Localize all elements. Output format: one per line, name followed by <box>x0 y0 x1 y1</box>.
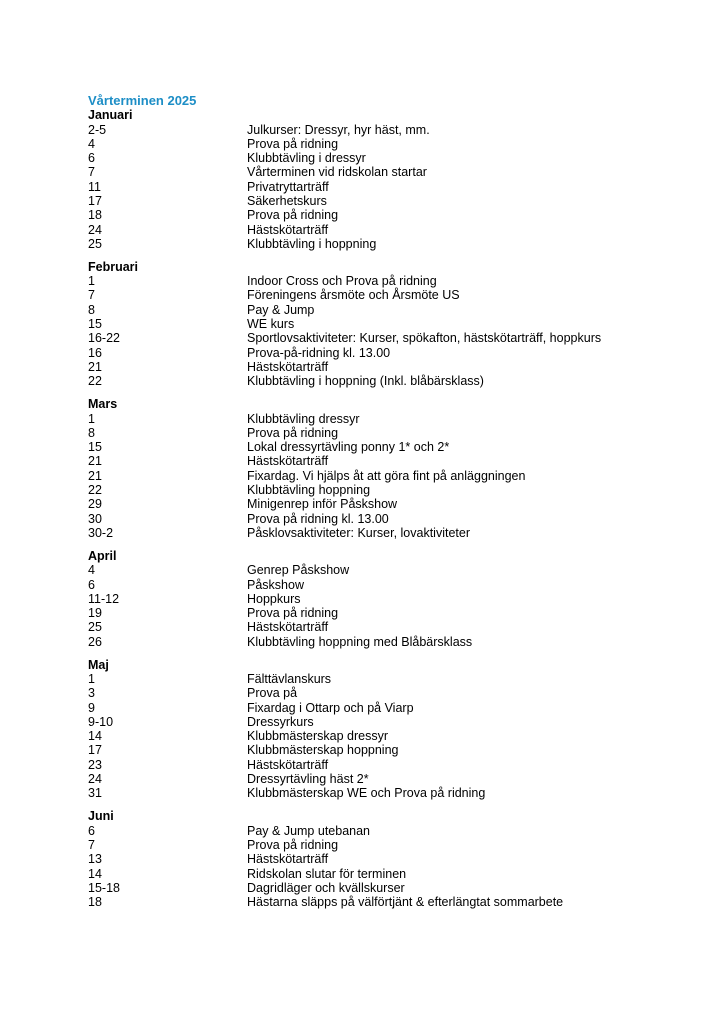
month-heading: Februari <box>88 259 139 274</box>
event-row <box>88 786 688 800</box>
event-row <box>88 758 688 772</box>
event-row <box>88 895 688 909</box>
event-row <box>88 715 688 729</box>
event-row <box>88 824 688 838</box>
event-row <box>88 469 688 483</box>
event-description: Indoor Cross och Prova på ridning <box>247 274 437 289</box>
event-date: 1 <box>88 411 95 426</box>
event-date: 18 <box>88 208 102 223</box>
event-row <box>88 867 688 881</box>
event-date: 15 <box>88 440 102 455</box>
event-date: 6 <box>88 151 95 166</box>
event-row <box>88 123 688 137</box>
event-row <box>88 412 688 426</box>
event-row <box>88 606 688 620</box>
event-description: Klubbmästerskap dressyr <box>247 729 389 744</box>
month-heading: April <box>88 548 117 563</box>
event-row <box>88 274 688 288</box>
month-section-februari <box>88 260 688 389</box>
event-description: Prova på ridning <box>247 208 339 223</box>
month-heading: Januari <box>88 108 133 122</box>
event-row <box>88 237 688 251</box>
event-row <box>88 317 688 331</box>
event-date: 6 <box>88 823 95 838</box>
event-description: Hästskötarträff <box>247 757 329 772</box>
event-date: 22 <box>88 483 102 498</box>
event-row <box>88 635 688 649</box>
event-date: 25 <box>88 620 102 635</box>
event-row <box>88 881 688 895</box>
document-title: Vårterminen 2025 <box>88 93 197 108</box>
event-row <box>88 852 688 866</box>
event-date: 21 <box>88 468 102 483</box>
event-row <box>88 686 688 700</box>
event-date: 1 <box>88 274 95 289</box>
event-row <box>88 208 688 222</box>
event-date: 11-12 <box>88 591 120 606</box>
event-date: 8 <box>88 425 95 440</box>
month-section-maj <box>88 658 688 801</box>
event-row <box>88 151 688 165</box>
event-description: Påsklovsaktiviteter: Kurser, lovaktiviteter <box>247 525 470 540</box>
event-row <box>88 194 688 208</box>
event-description: Föreningens årsmöte och Årsmöte US <box>247 288 460 303</box>
event-row <box>88 360 688 374</box>
event-date: 1 <box>88 672 95 686</box>
event-row <box>88 483 688 497</box>
event-description: Klubbtävling hoppning med Blåbärsklass <box>247 634 473 649</box>
event-row <box>88 578 688 592</box>
event-date: 3 <box>88 686 95 701</box>
event-date: 24 <box>88 772 102 787</box>
event-description: Klubbtävling dressyr <box>247 411 360 426</box>
event-date: 6 <box>88 577 95 592</box>
event-description: Dressyrkurs <box>247 714 314 729</box>
event-description: Påskshow <box>247 577 304 592</box>
event-date: 21 <box>88 359 102 374</box>
event-description: Genrep Påskshow <box>247 563 350 578</box>
event-row <box>88 303 688 317</box>
event-row <box>88 374 688 388</box>
event-date: 7 <box>88 288 95 303</box>
event-row <box>88 454 688 468</box>
event-description: Hästskötarträff <box>247 852 329 867</box>
event-row <box>88 838 688 852</box>
event-date: 14 <box>88 729 102 744</box>
event-date: 2-5 <box>88 122 107 137</box>
event-date: 19 <box>88 606 102 621</box>
event-description: Dagridläger och kvällskurser <box>247 880 405 895</box>
event-date: 13 <box>88 852 102 867</box>
event-row <box>88 497 688 511</box>
event-description: Klubbtävling i hoppning <box>247 236 377 251</box>
event-description: WE kurs <box>247 317 295 332</box>
event-description: Pay & Jump utebanan <box>247 823 370 838</box>
month-section-juni <box>88 809 688 909</box>
event-date: 23 <box>88 757 102 772</box>
event-row <box>88 772 688 786</box>
event-date: 16-22 <box>88 331 120 346</box>
event-row <box>88 180 688 194</box>
event-date: 7 <box>88 165 95 180</box>
event-date: 4 <box>88 563 95 578</box>
month-heading: Juni <box>88 809 114 824</box>
event-row <box>88 743 688 757</box>
event-date: 4 <box>88 136 95 151</box>
event-description: Klubbtävling hoppning <box>247 483 371 498</box>
month-heading: Maj <box>88 657 109 672</box>
event-row <box>88 672 688 686</box>
event-date: 16 <box>88 345 102 360</box>
event-description: Vårterminen vid ridskolan startar <box>247 165 427 180</box>
event-row <box>88 512 688 526</box>
event-description: Julkurser: Dressyr, hyr häst, mm. <box>247 122 430 137</box>
event-row <box>88 526 688 540</box>
event-date: 9-10 <box>88 714 114 729</box>
event-row <box>88 729 688 743</box>
event-description: Prova på ridning kl. 13.00 <box>247 511 389 526</box>
event-row <box>88 701 688 715</box>
event-row <box>88 620 688 634</box>
event-row <box>88 440 688 454</box>
event-description: Ridskolan slutar för terminen <box>247 866 407 881</box>
event-date: 26 <box>88 634 102 649</box>
event-date: 25 <box>88 236 102 251</box>
event-date: 31 <box>88 786 102 801</box>
event-date: 30-2 <box>88 525 114 540</box>
event-description: Fixardag. Vi hjälps åt att göra fint på anläggningen <box>247 468 526 483</box>
event-date: 18 <box>88 895 102 910</box>
event-description: Lokal dressyrtävling ponny 1* och 2* <box>247 440 450 455</box>
event-description: Prova-på-ridning kl. 13.00 <box>247 345 391 360</box>
event-date: 15-18 <box>88 880 120 895</box>
event-row <box>88 165 688 179</box>
event-description: Pay & Jump <box>247 302 315 317</box>
event-date: 22 <box>88 374 102 389</box>
event-description: Prova på ridning <box>247 606 339 621</box>
event-date: 30 <box>88 511 102 526</box>
month-section-januari <box>88 108 688 251</box>
event-description: Prova på ridning <box>247 837 339 852</box>
event-description: Minigenrep inför Påskshow <box>247 497 398 512</box>
event-row <box>88 331 688 345</box>
month-section-mars <box>88 397 688 540</box>
month-heading: Mars <box>88 397 118 412</box>
event-description: Sportlovsaktiviteter: Kurser, spökafton, hästskötarträff, hoppkurs <box>247 331 602 346</box>
event-description: Prova på ridning <box>247 136 339 151</box>
event-description: Hästarna släpps på välförtjänt & efterlängtat sommarbete <box>247 895 564 910</box>
event-date: 11 <box>88 179 101 194</box>
event-description: Fälttävlanskurs <box>247 672 332 686</box>
event-description: Säkerhetskurs <box>247 193 327 208</box>
event-description: Klubbtävling i dressyr <box>247 151 366 166</box>
event-description: Klubbmästerskap WE och Prova på ridning <box>247 786 486 801</box>
event-date: 17 <box>88 743 102 758</box>
event-description: Hästskötarträff <box>247 222 329 237</box>
event-description: Klubbmästerskap hoppning <box>247 743 399 758</box>
event-description: Hästskötarträff <box>247 359 329 374</box>
event-description: Klubbtävling i hoppning (Inkl. blåbärsklass) <box>247 374 484 389</box>
event-date: 8 <box>88 302 95 317</box>
event-description: Prova på ridning <box>247 425 339 440</box>
event-date: 24 <box>88 222 102 237</box>
event-row <box>88 288 688 302</box>
event-row <box>88 137 688 151</box>
event-date: 21 <box>88 454 102 469</box>
event-date: 9 <box>88 700 95 715</box>
event-description: Prova på <box>247 686 298 701</box>
event-row <box>88 592 688 606</box>
event-row <box>88 426 688 440</box>
event-description: Privatryttarträff <box>247 179 329 194</box>
event-date: 7 <box>88 837 95 852</box>
event-description: Fixardag i Ottarp och på Viarp <box>247 700 414 715</box>
event-row <box>88 346 688 360</box>
event-description: Dressyrtävling häst 2* <box>247 772 369 787</box>
event-date: 15 <box>88 317 102 332</box>
event-row <box>88 223 688 237</box>
month-section-april <box>88 549 688 649</box>
event-description: Hoppkurs <box>247 591 301 606</box>
event-description: Hästskötarträff <box>247 620 329 635</box>
month-list <box>88 108 688 909</box>
event-date: 17 <box>88 193 102 208</box>
event-row <box>88 563 688 577</box>
event-date: 29 <box>88 497 102 512</box>
event-date: 14 <box>88 866 102 881</box>
schedule <box>88 93 688 918</box>
event-description: Hästskötarträff <box>247 454 329 469</box>
